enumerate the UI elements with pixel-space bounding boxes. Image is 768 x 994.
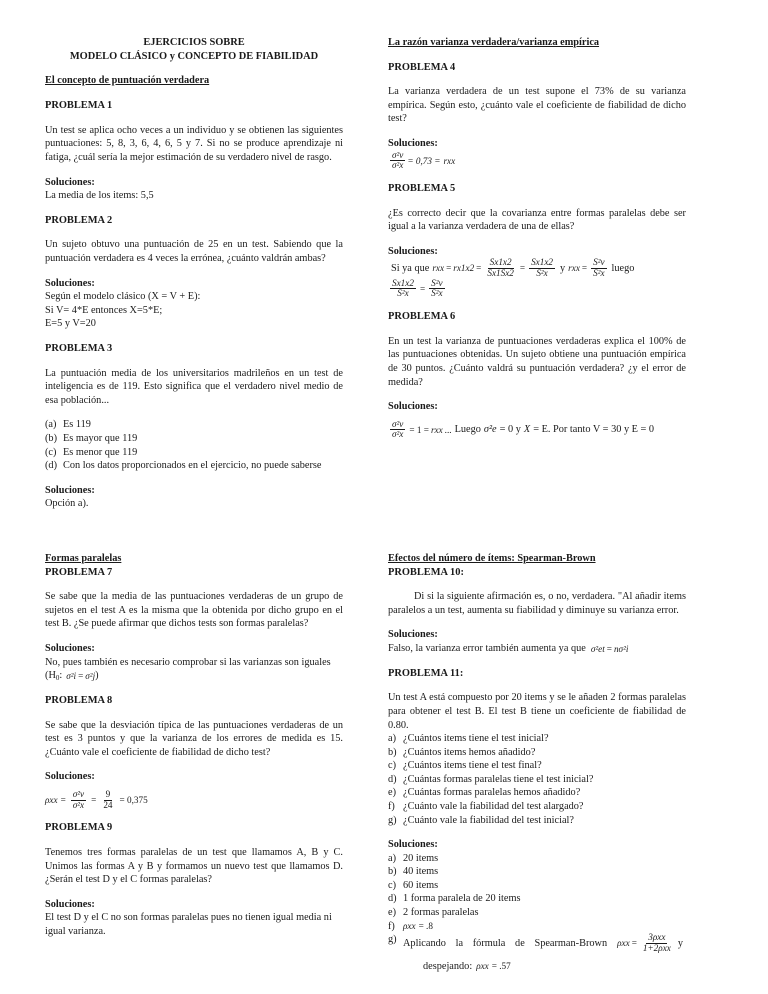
problema4-statement: La varianza verdadera de un test supone el 73% de su varianza empírica. Según esto, ¿cuánto vale el coeficiente de fiabilidad de dicho test? — [388, 86, 686, 125]
problema5-soluciones-label: Soluciones: — [388, 245, 438, 257]
formula-eq3: = E. Por tanto V = 30 y E = 0 — [533, 424, 655, 436]
problema6-soluciones-label: Soluciones: — [388, 401, 438, 413]
formula-rho: ρxx — [403, 921, 416, 932]
problema1-heading: PROBLEMA 1 — [45, 100, 113, 112]
answer-key: f) — [388, 920, 395, 932]
document-title-line1: EJERCICIOS SOBRE — [143, 37, 245, 48]
problema2-solution-line-2: Si V= 4*E entonces X=5*E; — [45, 304, 163, 316]
formula-ellipsis: ... — [444, 424, 452, 435]
option-label: Es 119 — [63, 419, 91, 431]
problema2-solution-line-3: E=5 y V=20 — [45, 318, 96, 330]
list-item — [45, 432, 343, 446]
formula-eq: = — [60, 795, 66, 806]
problema2-solution-line-1: Según el modelo clásico (X = V + E): — [45, 291, 201, 303]
formula-conjunction: y — [560, 262, 566, 274]
formula-sigma-j: σ²j — [85, 670, 96, 681]
option-key: (a) — [45, 419, 57, 431]
problema3-solution: Opción a). — [45, 498, 89, 510]
formula-numerator: S²v — [593, 257, 605, 268]
problema3-options — [45, 418, 343, 472]
problema2-heading: PROBLEMA 2 — [45, 214, 113, 226]
formula-operator: = 0,73 = — [407, 155, 441, 166]
question-key: g) — [388, 814, 397, 826]
problema6-heading: PROBLEMA 6 — [388, 311, 456, 323]
formula-h0: H — [48, 670, 56, 682]
list-item — [388, 786, 686, 800]
formula-rho: ρxx — [476, 961, 489, 972]
formula-denominator: 1+2ρxx — [642, 942, 671, 953]
answer-key: e) — [388, 907, 396, 919]
problema2-statement: Un sujeto obtuvo una puntuación de 25 en un test. Sabiendo que la puntuación verdadera es 4 veces la errónea, ¿cuánto valdrán ambas? — [45, 239, 343, 264]
problema10-heading: PROBLEMA 10: — [388, 566, 464, 578]
problema5-heading: PROBLEMA 5 — [388, 182, 456, 194]
problema3-heading: PROBLEMA 3 — [45, 342, 113, 354]
formula-numerator: 9 — [105, 789, 111, 800]
question-key: d) — [388, 773, 397, 785]
formula-h0-sub: 0 — [55, 673, 60, 682]
formula-rxx: rxx — [432, 263, 445, 274]
problema9-solution: El test D y el C no son formas paralelas pues no tienen igual media ni igual varianza. — [45, 912, 332, 937]
list-item — [388, 732, 686, 746]
question-label: ¿Cuánto vale la fiabilidad del test alargado? — [403, 800, 584, 812]
problema7-heading: PROBLEMA 7 — [45, 566, 113, 578]
answer-key: a) — [388, 852, 396, 864]
column-left-top — [45, 36, 343, 511]
list-item — [388, 852, 686, 866]
formula-numerator: σ²v — [72, 789, 85, 800]
problema8-soluciones-label: Soluciones: — [45, 771, 95, 783]
formula-denominator: S²x — [593, 268, 605, 279]
problema11-statement: Un test A está compuesto por 20 items y se le añaden 2 formas paralelas para obtener el test B. El test B tiene un coeficiente de fiabilidad de 0.80. — [388, 692, 686, 731]
problema9-soluciones-label: Soluciones: — [45, 898, 95, 910]
question-label: ¿Cuántos items hemos añadido? — [403, 746, 536, 758]
answer-key: g) — [388, 934, 397, 946]
formula-eq: = 1 = — [409, 424, 429, 435]
formula-denominator: Sx1Sx2 — [487, 268, 514, 279]
formula-sigma-e: σ²e — [483, 424, 497, 436]
problema1-solution: La media de los items: 5,5 — [45, 190, 154, 202]
answer-label: 60 items — [403, 879, 439, 891]
problema4-formula — [388, 151, 686, 171]
problema4-heading: PROBLEMA 4 — [388, 61, 456, 73]
answer-g-value — [403, 933, 686, 973]
formula-sigma-i: σ²i — [66, 670, 77, 681]
formula-n-sigma-i: nσ²i — [613, 643, 629, 654]
formula-numerator: Sx1x2 — [489, 257, 512, 268]
formula-numerator: 3ρxx — [648, 932, 666, 943]
formula-eq2: = 0 y — [499, 424, 521, 436]
formula-result: = 0,375 — [119, 795, 148, 806]
problema4-soluciones-label: Soluciones: — [388, 138, 438, 150]
formula-denominator: S²x — [431, 288, 443, 299]
question-key: e) — [388, 787, 396, 799]
formula-numerator: σ²v — [392, 149, 404, 160]
problema10-statement: Di si la siguiente afirmación es, o no, verdadera. "Al añadir items paralelos a un test, aumenta su fiabilidad y diminuye su varianza error. — [388, 591, 686, 616]
formula-value: = .57 — [491, 961, 511, 972]
problema7-solution: No, pues también es necesario comprobar si las varianzas son iguales — [45, 656, 331, 668]
answer-g-despejando — [403, 960, 686, 974]
formula-numerator: S²v — [431, 277, 443, 288]
option-label: Con los datos proporcionados en el ejercicio, no puede saberse — [63, 460, 322, 472]
formula-eq: = — [631, 938, 637, 949]
problema11-answers — [388, 852, 686, 973]
option-key: (d) — [45, 460, 58, 472]
formula-eq: = — [581, 263, 588, 274]
formula-rxx: rxx — [430, 424, 443, 435]
formula-sigma-et: σ²et — [590, 643, 605, 654]
problema9-statement: Tenemos tres formas paralelas de un test que llamamos A, B y C. Unimos las formas A y B y formamos un nuevo test que llamamos D. ¿Serán el test D y el C formas paralelas? — [45, 847, 343, 886]
column-right-top — [388, 36, 686, 440]
answer-label: 1 forma paralela de 20 items — [403, 893, 521, 905]
answer-label: 2 formas paralelas — [403, 907, 479, 919]
formula-numerator: Sx1x2 — [392, 277, 414, 288]
formula-rx1x2: rx1x2 — [453, 263, 475, 274]
formula-rho: ρxx — [617, 938, 630, 949]
problema5-formula — [388, 258, 686, 299]
option-label: Es mayor que 119 — [63, 432, 138, 444]
document-title — [45, 36, 343, 63]
problema7-soluciones-label: Soluciones: — [45, 643, 95, 655]
formula-eq: = — [519, 263, 526, 274]
problema5-statement: ¿Es correcto decir que la covarianza entre formas paralelas debe ser igual a la varianza verdadera de una de ellas? — [388, 207, 686, 233]
formula-tail: rxx — [443, 155, 456, 166]
problema3-soluciones-label: Soluciones: — [45, 484, 95, 496]
question-key: c) — [388, 760, 396, 772]
problema8-statement: Se sabe que la desviación típica de las puntuaciones verdaderas de un test es 3 puntos y que la varianza de los errores de medida es 15. ¿Cuánto vale el coeficiente de fiabilidad de dicho test? — [45, 719, 343, 758]
question-label: ¿Cuántas formas paralelas hemos añadido? — [403, 787, 581, 799]
formula-colon: : — [59, 670, 63, 682]
list-item — [45, 418, 343, 432]
answer-key: b) — [388, 866, 397, 878]
option-key: (b) — [45, 432, 58, 444]
problema7-statement: Se sabe que la media de las puntuaciones verdaderas de un grupo de sujetos en el test A es la misma que la obtenida por dicho grupo en el test B. ¿Se puede afirmar que dichos tests son formas paralelas? — [45, 591, 343, 630]
formula-luego: luego — [611, 262, 635, 274]
formula-eq: = — [476, 263, 482, 274]
list-item — [388, 906, 686, 920]
problema9-heading: PROBLEMA 9 — [45, 822, 113, 834]
formula-eq: = — [78, 670, 84, 681]
problema3-statement: La puntuación media de los universitarios madrileños en un test de inteligencia es de 119. Esto significa que el verdadero nivel medio de esa población... — [45, 367, 343, 406]
section-heading-formas: Formas paralelas — [45, 553, 122, 564]
question-label: ¿Cuántos items tiene el test final? — [403, 760, 542, 772]
list-item — [388, 814, 686, 828]
answer-label: 40 items — [403, 866, 439, 878]
formula-x: X — [523, 424, 531, 436]
section-heading-concepto: El concepto de puntuación verdadera — [45, 75, 210, 87]
list-item — [45, 446, 343, 460]
problema11-heading: PROBLEMA 11: — [388, 667, 464, 679]
formula-numerator: Sx1x2 — [531, 257, 554, 268]
formula-lead: Si ya que — [391, 262, 430, 274]
document-title-line2: MODELO CLÁSICO y CONCEPTO DE FIABILIDAD — [69, 50, 319, 62]
list-item — [388, 933, 686, 973]
list-item — [388, 759, 686, 773]
list-item — [388, 773, 686, 787]
question-key: f) — [388, 800, 395, 812]
list-item — [45, 459, 343, 473]
section-heading-razon: La razón varianza verdadera/varianza empírica — [388, 37, 600, 48]
formula-eq: = .8 — [418, 921, 433, 932]
list-item — [388, 865, 686, 879]
formula-numerator: σ²v — [392, 418, 404, 429]
problema10-solution — [388, 642, 686, 656]
problema1-soluciones-label: Soluciones: — [45, 176, 95, 188]
formula-denominator: σ²x — [72, 799, 85, 810]
question-label: ¿Cuántos items tiene el test inicial? — [403, 733, 549, 745]
formula-denominator: σ²x — [392, 429, 404, 440]
formula-rxx: rxx — [568, 263, 580, 274]
problema7-formula: (H0: σ²i = σ²j ) — [45, 670, 99, 682]
section-heading-spearman: Efectos del número de ítems: Spearman-Brown — [388, 553, 596, 564]
problema6-statement: En un test la varianza de puntuaciones verdaderas explica el 100% de las puntuaciones obtenidas. Un sujeto obtiene una puntuación empírica de 30 puntos. ¿Cuánto valdrá su puntuación verdadera? ¿y el error de medida? — [388, 335, 686, 388]
problema8-formula — [45, 790, 343, 810]
option-key: (c) — [45, 446, 57, 458]
problema10-soluciones-label: Soluciones: — [388, 629, 438, 641]
formula-tail-conjunction: y — [677, 937, 683, 949]
formula-luego: Luego — [454, 424, 481, 436]
list-item — [388, 879, 686, 893]
problema6-formula — [388, 420, 686, 440]
answer-key: d) — [388, 893, 397, 905]
list-item — [388, 920, 686, 934]
option-label: Es menor que 119 — [63, 446, 138, 458]
column-right-bottom — [388, 552, 686, 973]
question-key: a) — [388, 733, 396, 745]
formula-eq: = — [419, 283, 426, 294]
problema1-statement: Un test se aplica ocho veces a un individuo y se obtienen las siguientes puntuaciones: 5, 8, 3, 6, 4, 6, 5 y 7. Si no se produce aprendizaje ni fatiga, ¿cuál sería la mejor estimación de su verdadero nivel de rasgo. — [45, 124, 343, 163]
question-label: ¿Cuánto vale la fiabilidad del test inicial? — [403, 814, 574, 826]
question-key: b) — [388, 746, 397, 758]
formula-denominator: S²x — [536, 268, 548, 279]
formula-eq: = — [446, 263, 452, 274]
problema10-solution-text: Falso, la varianza error también aumenta ya que — [388, 643, 586, 655]
column-left-bottom — [45, 552, 343, 939]
answer-key: c) — [388, 879, 396, 891]
answer-label: 20 items — [403, 852, 439, 864]
problema2-soluciones-label: Soluciones: — [45, 277, 95, 289]
answer-f-value — [403, 920, 686, 934]
problema11-questions — [388, 732, 686, 827]
formula-rho: ρxx — [45, 795, 58, 806]
formula-denominator: 24 — [103, 799, 113, 810]
question-label: ¿Cuántas formas paralelas tiene el test inicial? — [403, 773, 594, 785]
problema8-heading: PROBLEMA 8 — [45, 694, 113, 706]
answer-g-text: Aplicando la fórmula de Spearman-Brown — [403, 937, 608, 949]
formula-denominator: S²x — [397, 288, 409, 299]
list-item — [388, 892, 686, 906]
formula-eq: = — [606, 643, 612, 654]
despejando-label: despejando: — [423, 960, 473, 972]
list-item — [388, 746, 686, 760]
formula-eq: = — [91, 795, 97, 806]
formula-denominator: σ²x — [392, 160, 404, 171]
problema11-soluciones-label: Soluciones: — [388, 839, 438, 851]
list-item — [388, 800, 686, 814]
